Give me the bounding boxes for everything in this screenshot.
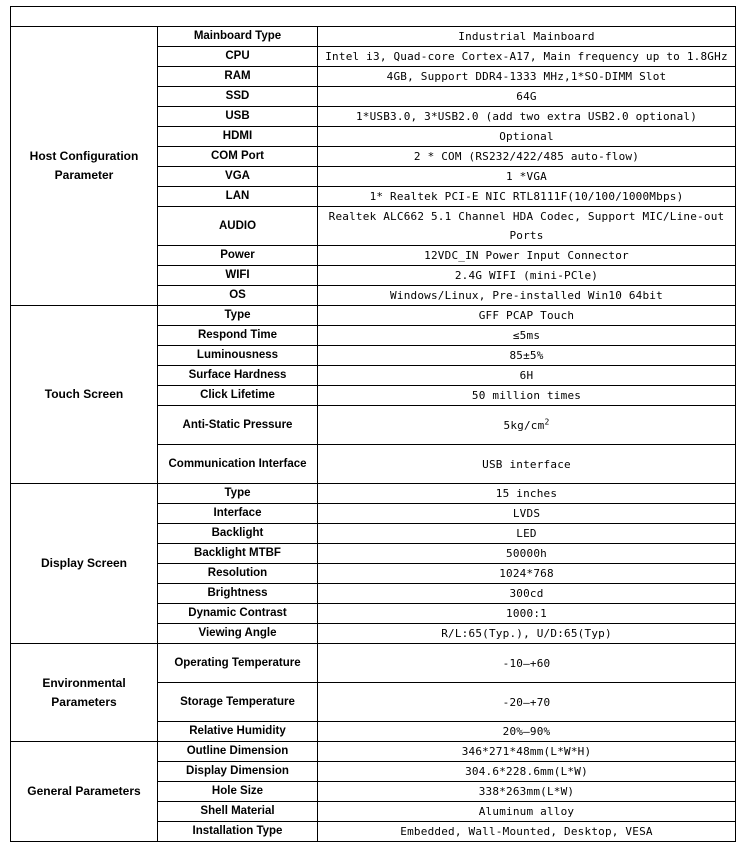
row-label: WIFI <box>158 266 318 286</box>
row-label: Brightness <box>158 584 318 604</box>
row-label: Dynamic Contrast <box>158 604 318 624</box>
section-title-touch: Touch Screen <box>11 306 158 484</box>
row-value: -20—+70 <box>318 683 736 722</box>
spec-table-container <box>10 6 735 842</box>
row-label: Power <box>158 246 318 266</box>
row-label: Communication Interface <box>158 445 318 484</box>
row-value: GFF PCAP Touch <box>318 306 736 326</box>
row-value: 20%—90% <box>318 722 736 742</box>
row-label: Surface Hardness <box>158 366 318 386</box>
row-label: Backlight MTBF <box>158 544 318 564</box>
row-value: 12VDC_IN Power Input Connector <box>318 246 736 266</box>
row-label: LAN <box>158 187 318 207</box>
row-value: 1000:1 <box>318 604 736 624</box>
row-value: 1 *VGA <box>318 167 736 187</box>
row-label: AUDIO <box>158 207 318 246</box>
row-label: Anti-Static Pressure <box>158 406 318 445</box>
row-label: OS <box>158 286 318 306</box>
section-title-host: Host Configuration Parameter <box>11 27 158 306</box>
table-row <box>11 306 736 326</box>
row-label: Shell Material <box>158 802 318 822</box>
value-text: 5kg/cm <box>503 418 545 432</box>
section-title-environmental: Environmental Parameters <box>11 644 158 742</box>
row-value: Optional <box>318 127 736 147</box>
row-label: Interface <box>158 504 318 524</box>
row-label: Respond Time <box>158 326 318 346</box>
row-value: 50000h <box>318 544 736 564</box>
row-label: Outline Dimension <box>158 742 318 762</box>
row-label: COM Port <box>158 147 318 167</box>
row-label: Hole Size <box>158 782 318 802</box>
row-value: Realtek ALC662 5.1 Channel HDA Codec, Support MIC/Line-out Ports <box>318 207 736 246</box>
section-title-general: General Parameters <box>11 742 158 842</box>
row-value: 1* Realtek PCI-E NIC RTL8111F(10/100/1000Mbps) <box>318 187 736 207</box>
row-value: 1024*768 <box>318 564 736 584</box>
row-label: Viewing Angle <box>158 624 318 644</box>
table-row <box>11 27 736 47</box>
row-value: ≤5ms <box>318 326 736 346</box>
row-label: Luminousness <box>158 346 318 366</box>
row-label: RAM <box>158 67 318 87</box>
row-label: Click Lifetime <box>158 386 318 406</box>
empty-header-cell <box>11 7 736 27</box>
row-value <box>318 406 736 445</box>
row-value: Industrial Mainboard <box>318 27 736 47</box>
row-value: 1*USB3.0, 3*USB2.0 (add two extra USB2.0 optional) <box>318 107 736 127</box>
row-value: 15 inches <box>318 484 736 504</box>
row-label: Resolution <box>158 564 318 584</box>
spec-table <box>10 6 736 842</box>
row-value: 85±5% <box>318 346 736 366</box>
row-label: VGA <box>158 167 318 187</box>
row-label: Relative Humidity <box>158 722 318 742</box>
row-value: 300cd <box>318 584 736 604</box>
row-label: Installation Type <box>158 822 318 842</box>
row-value: USB interface <box>318 445 736 484</box>
row-value: 6H <box>318 366 736 386</box>
row-label: SSD <box>158 87 318 107</box>
row-value: R/L:65(Typ.), U/D:65(Typ) <box>318 624 736 644</box>
row-value: 338*263mm(L*W) <box>318 782 736 802</box>
row-value: LVDS <box>318 504 736 524</box>
row-value: 2.4G WIFI (mini-PCle) <box>318 266 736 286</box>
row-value: 64G <box>318 87 736 107</box>
row-value: 346*271*48mm(L*W*H) <box>318 742 736 762</box>
row-value: 50 million times <box>318 386 736 406</box>
row-label: Display Dimension <box>158 762 318 782</box>
row-label: Storage Temperature <box>158 683 318 722</box>
table-row <box>11 484 736 504</box>
row-label: CPU <box>158 47 318 67</box>
table-row <box>11 644 736 683</box>
row-value: LED <box>318 524 736 544</box>
row-label: Type <box>158 484 318 504</box>
row-value: Embedded, Wall-Mounted, Desktop, VESA <box>318 822 736 842</box>
row-value: -10—+60 <box>318 644 736 683</box>
row-value: 2 * COM (RS232/422/485 auto-flow) <box>318 147 736 167</box>
row-value: 4GB, Support DDR4-1333 MHz,1*SO-DIMM Slot <box>318 67 736 87</box>
row-label: HDMI <box>158 127 318 147</box>
row-label: Backlight <box>158 524 318 544</box>
row-label: Type <box>158 306 318 326</box>
superscript: 2 <box>544 416 550 426</box>
row-value: 304.6*228.6mm(L*W) <box>318 762 736 782</box>
row-value: Aluminum alloy <box>318 802 736 822</box>
row-label: USB <box>158 107 318 127</box>
row-label: Operating Temperature <box>158 644 318 683</box>
row-value: Intel i3, Quad-core Cortex-A17, Main frequency up to 1.8GHz <box>318 47 736 67</box>
row-value: Windows/Linux, Pre-installed Win10 64bit <box>318 286 736 306</box>
section-title-display: Display Screen <box>11 484 158 644</box>
table-header-row <box>11 7 736 27</box>
row-label: Mainboard Type <box>158 27 318 47</box>
table-row <box>11 742 736 762</box>
